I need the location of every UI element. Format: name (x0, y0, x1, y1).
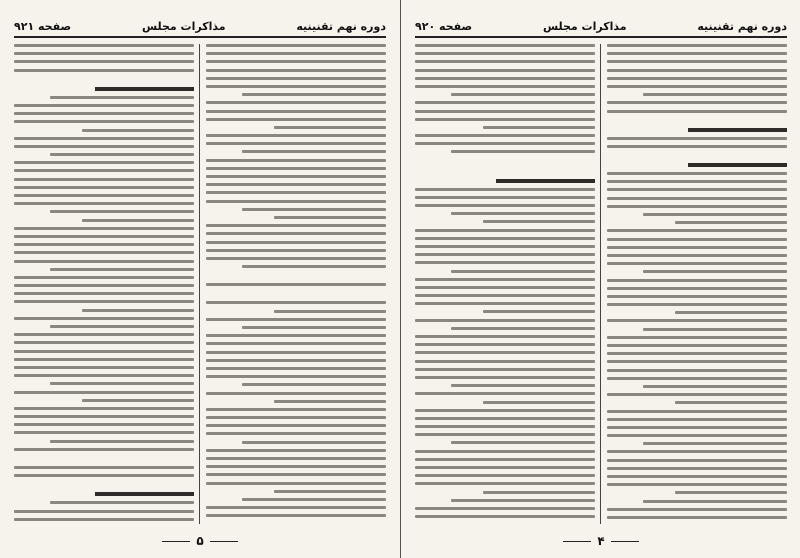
text-line (607, 229, 787, 232)
text-line (50, 210, 194, 213)
text-line (14, 137, 194, 140)
text-line (415, 110, 595, 113)
speaker-heading-line (688, 128, 787, 132)
text-line (206, 241, 386, 244)
text-line (206, 449, 386, 452)
left-header-term: دوره نهم تقنینیه (296, 20, 386, 33)
text-line (14, 358, 194, 361)
text-line (451, 93, 595, 96)
text-line (643, 270, 787, 273)
right-page-number: ۴ (401, 534, 800, 548)
text-line (607, 205, 787, 208)
text-line (274, 310, 386, 313)
text-line (14, 178, 194, 181)
text-line (415, 253, 595, 256)
text-line (607, 262, 787, 265)
text-line (14, 284, 194, 287)
text-line (14, 300, 194, 303)
paragraph-gap (14, 482, 194, 492)
text-line (483, 220, 595, 223)
text-line (206, 232, 386, 235)
text-line (607, 360, 787, 363)
text-line (483, 491, 595, 494)
column-rule (600, 44, 601, 524)
text-line (451, 212, 595, 215)
text-line (415, 409, 595, 412)
text-line (607, 459, 787, 462)
text-line (607, 188, 787, 191)
text-line (675, 311, 787, 314)
text-line (415, 351, 595, 354)
text-line (607, 110, 787, 113)
right-page (401, 0, 800, 558)
text-line (14, 194, 194, 197)
text-line (14, 466, 194, 469)
text-line (607, 450, 787, 453)
text-line (607, 426, 787, 429)
text-line (14, 341, 194, 344)
paragraph-gap (206, 291, 386, 301)
text-line (675, 221, 787, 224)
text-line (415, 507, 595, 510)
text-line (14, 292, 194, 295)
text-line (451, 499, 595, 502)
right-header-term: دوره نهم تقنینیه (697, 20, 787, 33)
text-line (206, 351, 386, 354)
text-line (607, 44, 787, 47)
text-line (451, 384, 595, 387)
text-line (206, 465, 386, 468)
paragraph-gap (206, 273, 386, 283)
text-line (415, 101, 595, 104)
text-line (675, 491, 787, 494)
text-line (415, 142, 595, 145)
text-line (14, 227, 194, 230)
text-line (607, 101, 787, 104)
text-line (82, 129, 194, 132)
text-line (607, 508, 787, 511)
text-line (206, 457, 386, 460)
text-line (14, 366, 194, 369)
text-line (14, 474, 194, 477)
text-line (607, 336, 787, 339)
text-line (607, 377, 787, 380)
text-line (607, 369, 787, 372)
text-line (451, 150, 595, 153)
text-line (607, 418, 787, 421)
text-line (607, 279, 787, 282)
text-line (50, 153, 194, 156)
text-line (607, 254, 787, 257)
text-line (415, 229, 595, 232)
text-line (14, 431, 194, 434)
text-line (415, 515, 595, 518)
text-line (242, 441, 386, 444)
text-line (14, 251, 194, 254)
text-line (274, 126, 386, 129)
text-line (415, 44, 595, 47)
text-line (50, 440, 194, 443)
text-line (14, 423, 194, 426)
text-line (415, 392, 595, 395)
text-line (14, 202, 194, 205)
text-line (483, 310, 595, 313)
text-line (206, 52, 386, 55)
text-line (50, 501, 194, 504)
text-line (206, 249, 386, 252)
text-line (607, 352, 787, 355)
text-line (415, 196, 595, 199)
text-line (206, 408, 386, 411)
text-line (607, 145, 787, 148)
text-line (14, 391, 194, 394)
text-line (206, 142, 386, 145)
text-line (206, 301, 386, 304)
text-line (206, 60, 386, 63)
text-line (242, 383, 386, 386)
text-line (14, 317, 194, 320)
right-header-title: مذاکرات مجلس (542, 20, 627, 33)
text-line (206, 200, 386, 203)
text-line (607, 238, 787, 241)
text-line (206, 392, 386, 395)
text-line (82, 399, 194, 402)
text-line (206, 318, 386, 321)
text-line (451, 441, 595, 444)
text-line (14, 161, 194, 164)
text-line (415, 360, 595, 363)
text-line (14, 145, 194, 148)
text-line (206, 482, 386, 485)
text-line (643, 442, 787, 445)
text-line (415, 237, 595, 240)
text-line (242, 93, 386, 96)
text-line (206, 110, 386, 113)
text-line (206, 342, 386, 345)
paragraph-gap (14, 456, 194, 466)
text-line (206, 334, 386, 337)
text-line (415, 433, 595, 436)
text-line (415, 335, 595, 338)
paragraph-gap (415, 159, 595, 169)
text-line (14, 69, 194, 72)
text-line (206, 77, 386, 80)
left-page-number: ۵ (0, 534, 400, 548)
text-line (415, 417, 595, 420)
text-line (206, 159, 386, 162)
left-page-column-right (206, 44, 386, 524)
text-line (415, 134, 595, 137)
speaker-heading-line (95, 87, 194, 91)
text-line (607, 77, 787, 80)
text-line (50, 96, 194, 99)
text-line (415, 278, 595, 281)
text-line (643, 93, 787, 96)
right-page-column-left (415, 44, 595, 524)
text-line (607, 467, 787, 470)
text-line (607, 410, 787, 413)
text-line (607, 85, 787, 88)
text-line (242, 326, 386, 329)
text-line (607, 137, 787, 140)
text-line (607, 483, 787, 486)
text-line (415, 474, 595, 477)
text-line (643, 385, 787, 388)
text-line (607, 197, 787, 200)
text-line (206, 367, 386, 370)
text-line (415, 376, 595, 379)
text-line (415, 52, 595, 55)
paragraph-gap (607, 118, 787, 128)
text-line (50, 325, 194, 328)
text-line (415, 77, 595, 80)
text-line (675, 401, 787, 404)
text-line (14, 44, 194, 47)
text-line (415, 118, 595, 121)
text-line (206, 283, 386, 286)
text-line (483, 401, 595, 404)
text-line (607, 475, 787, 478)
text-line (415, 60, 595, 63)
text-line (14, 60, 194, 63)
text-line (483, 126, 595, 129)
text-line (607, 295, 787, 298)
text-line (274, 216, 386, 219)
text-line (206, 85, 386, 88)
text-line (14, 518, 194, 521)
text-line (415, 69, 595, 72)
text-line (50, 382, 194, 385)
text-line (14, 186, 194, 189)
left-page-column-left (14, 44, 194, 524)
text-line (242, 498, 386, 501)
text-line (415, 425, 595, 428)
text-line (242, 150, 386, 153)
text-line (206, 257, 386, 260)
text-line (14, 169, 194, 172)
text-line (14, 333, 194, 336)
text-line (14, 276, 194, 279)
text-line (607, 319, 787, 322)
text-line (415, 261, 595, 264)
text-line (607, 393, 787, 396)
text-line (14, 112, 194, 115)
right-header-page-label: صفحه ۹۲۰ (415, 20, 473, 33)
paragraph-gap (14, 77, 194, 87)
left-header-page-label: صفحه ۹۲۱ (14, 20, 72, 33)
text-line (206, 134, 386, 137)
left-header-title: مذاکرات مجلس (141, 20, 226, 33)
text-line (607, 344, 787, 347)
right-page-header (415, 10, 787, 38)
text-line (607, 180, 787, 183)
text-line (607, 172, 787, 175)
text-line (14, 104, 194, 107)
text-line (451, 270, 595, 273)
text-line (206, 424, 386, 427)
speaker-heading-line (496, 179, 595, 183)
text-line (607, 303, 787, 306)
text-line (14, 350, 194, 353)
right-page-column-right (607, 44, 787, 524)
text-line (643, 500, 787, 503)
paragraph-gap (607, 153, 787, 163)
text-line (206, 432, 386, 435)
text-line (415, 368, 595, 371)
text-line (607, 516, 787, 519)
text-line (206, 375, 386, 378)
text-line (14, 260, 194, 263)
text-line (415, 482, 595, 485)
text-line (274, 400, 386, 403)
text-line (415, 466, 595, 469)
text-line (415, 85, 595, 88)
text-line (206, 118, 386, 121)
text-line (451, 327, 595, 330)
text-line (14, 120, 194, 123)
text-line (607, 246, 787, 249)
text-line (14, 407, 194, 410)
text-line (206, 167, 386, 170)
left-page-header (14, 10, 386, 38)
text-line (14, 510, 194, 513)
paragraph-gap (415, 169, 595, 179)
text-line (415, 286, 595, 289)
text-line (206, 224, 386, 227)
text-line (415, 245, 595, 248)
text-line (643, 213, 787, 216)
text-line (206, 359, 386, 362)
text-line (643, 328, 787, 331)
text-line (607, 434, 787, 437)
speaker-heading-line (95, 492, 194, 496)
text-line (206, 191, 386, 194)
text-line (206, 101, 386, 104)
text-line (206, 514, 386, 517)
text-line (274, 490, 386, 493)
text-line (206, 473, 386, 476)
text-line (415, 450, 595, 453)
text-line (14, 235, 194, 238)
text-line (82, 219, 194, 222)
text-line (242, 208, 386, 211)
text-line (14, 448, 194, 451)
text-line (14, 52, 194, 55)
text-line (415, 188, 595, 191)
text-line (50, 268, 194, 271)
text-line (206, 416, 386, 419)
text-line (415, 204, 595, 207)
text-line (607, 287, 787, 290)
text-line (206, 44, 386, 47)
text-line (415, 302, 595, 305)
column-rule (199, 44, 200, 524)
speaker-heading-line (688, 163, 787, 167)
text-line (206, 69, 386, 72)
text-line (607, 60, 787, 63)
text-line (415, 294, 595, 297)
text-line (607, 52, 787, 55)
text-line (14, 415, 194, 418)
text-line (82, 309, 194, 312)
text-line (206, 183, 386, 186)
text-line (415, 343, 595, 346)
text-line (206, 175, 386, 178)
text-line (14, 243, 194, 246)
text-line (415, 458, 595, 461)
text-line (242, 265, 386, 268)
text-line (607, 69, 787, 72)
text-line (415, 319, 595, 322)
text-line (206, 506, 386, 509)
text-line (14, 374, 194, 377)
